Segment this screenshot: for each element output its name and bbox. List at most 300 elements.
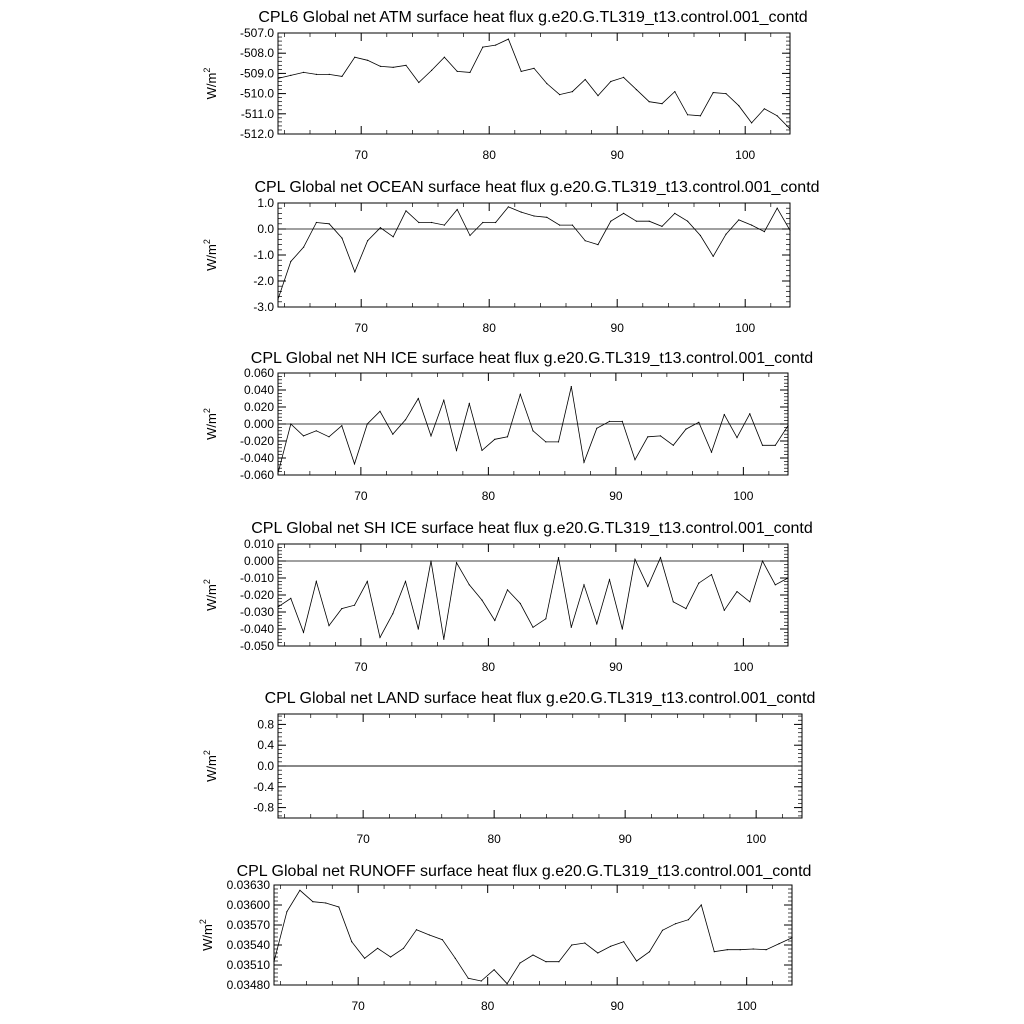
- y-axis-label-text: W/m: [204, 72, 219, 100]
- data-point: [571, 944, 572, 945]
- data-point: [636, 960, 637, 961]
- x-tick-label: 90: [618, 832, 632, 846]
- y-tick-label: 0.0: [257, 759, 274, 773]
- y-axis-label-superscript: 2: [202, 67, 212, 73]
- data-point: [273, 961, 274, 962]
- data-point: [622, 628, 623, 629]
- y-tick-label: 0.03540: [226, 938, 270, 952]
- y-tick-label: -0.030: [239, 605, 274, 619]
- data-point: [290, 75, 291, 76]
- data-point: [431, 222, 432, 223]
- y-axis-label-superscript: 2: [202, 579, 212, 585]
- data-point: [749, 601, 750, 602]
- y-axis-label: [198, 919, 215, 951]
- x-tick-label: 80: [481, 660, 496, 674]
- data-point: [700, 115, 701, 116]
- y-tick-label: -511.0: [240, 106, 274, 121]
- y-tick-label: 0.03480: [226, 978, 270, 992]
- data-point: [584, 942, 585, 943]
- x-tick-label: 70: [354, 660, 368, 674]
- x-tick-label: 70: [354, 148, 368, 162]
- data-point: [738, 219, 739, 220]
- data-point: [777, 115, 778, 116]
- data-point: [312, 901, 313, 902]
- data-point: [688, 919, 689, 920]
- chart-title: CPL Global net SH ICE surface heat flux g.e20.G.TL319_t13.control.001_contd: [251, 520, 813, 537]
- data-point: [416, 929, 417, 930]
- x-tick-label: 100: [736, 999, 757, 1013]
- data-point: [724, 610, 725, 611]
- data-point: [316, 74, 317, 75]
- data-point: [572, 91, 573, 92]
- series-line: [278, 207, 790, 299]
- y-axis-label: [202, 239, 219, 271]
- x-tick-label: 80: [487, 832, 501, 846]
- data-point: [277, 78, 278, 79]
- y-tick-label: -0.060: [239, 468, 274, 482]
- data-point: [393, 236, 394, 237]
- x-tick-label: 90: [610, 999, 624, 1013]
- data-point: [789, 230, 790, 231]
- data-point: [405, 210, 406, 211]
- y-axis-label-superscript: 2: [202, 239, 212, 245]
- y-tick-label: -0.050: [239, 639, 274, 653]
- y-tick-label: 0.010: [243, 537, 274, 551]
- data-point: [572, 225, 573, 226]
- data-point: [367, 240, 368, 241]
- data-point: [303, 247, 304, 248]
- y-tick-label: 0.03510: [226, 958, 270, 972]
- x-tick-label: 100: [746, 832, 767, 846]
- data-point: [341, 608, 342, 609]
- data-point: [277, 299, 278, 300]
- y-axis-label-text: W/m: [204, 584, 219, 611]
- data-point: [532, 954, 533, 955]
- y-tick-label: -3.0: [253, 300, 274, 314]
- y-axis-label-superscript: 2: [202, 750, 212, 756]
- x-tick-label: 80: [481, 489, 496, 503]
- data-point: [724, 414, 725, 415]
- data-point: [749, 413, 750, 414]
- y-tick-label: -0.010: [239, 571, 274, 585]
- data-point: [456, 562, 457, 563]
- data-point: [660, 435, 661, 436]
- data-point: [468, 978, 469, 979]
- data-point: [328, 625, 329, 626]
- y-tick-label: -507.0: [239, 26, 274, 40]
- chart-panel-6: [198, 863, 811, 1013]
- data-point: [738, 105, 739, 106]
- data-point: [379, 637, 380, 638]
- data-point: [341, 238, 342, 239]
- x-tick-label: 90: [610, 148, 624, 162]
- x-tick-label: 80: [480, 999, 495, 1013]
- data-point: [351, 941, 352, 942]
- y-axis-label-text: W/m: [204, 244, 219, 271]
- data-point: [354, 57, 355, 58]
- data-point: [455, 958, 456, 959]
- x-tick-label: 100: [733, 489, 754, 503]
- data-point: [457, 71, 458, 72]
- data-point: [329, 74, 330, 75]
- data-point: [316, 430, 317, 431]
- data-point: [418, 222, 419, 223]
- data-point: [338, 906, 339, 907]
- data-point: [558, 961, 559, 962]
- x-tick-label: 70: [356, 832, 370, 846]
- y-axis-label: [202, 750, 219, 782]
- x-tick-label: 100: [733, 660, 754, 674]
- data-point: [698, 422, 699, 423]
- data-point: [533, 215, 534, 216]
- data-point: [481, 980, 482, 981]
- data-point: [456, 450, 457, 451]
- data-point: [801, 765, 802, 766]
- data-point: [507, 983, 508, 984]
- data-point: [469, 235, 470, 236]
- y-axis-label: [202, 408, 219, 440]
- data-point: [469, 584, 470, 585]
- data-point: [636, 89, 637, 90]
- data-point: [403, 948, 404, 949]
- data-point: [494, 439, 495, 440]
- y-axis-label: [202, 68, 219, 100]
- y-tick-label: -512.0: [239, 127, 274, 141]
- data-point: [354, 463, 355, 464]
- data-point: [303, 435, 304, 436]
- data-point: [418, 398, 419, 399]
- y-tick-label: -2.0: [253, 274, 274, 288]
- data-point: [290, 598, 291, 599]
- y-tick-label: 0.000: [243, 554, 274, 568]
- data-point: [789, 128, 790, 129]
- chart-title: CPL Global net OCEAN surface heat flux g.e20.G.TL319_t13.control.001_contd: [254, 179, 820, 196]
- data-point: [558, 557, 559, 558]
- y-tick-label: 0.03630: [226, 878, 270, 892]
- data-point: [430, 435, 431, 436]
- data-point: [647, 586, 648, 587]
- data-point: [766, 949, 767, 950]
- data-point: [354, 605, 355, 606]
- data-point: [507, 436, 508, 437]
- x-tick-label: 70: [351, 999, 365, 1013]
- data-point: [727, 949, 728, 950]
- data-point: [429, 934, 430, 935]
- data-point: [494, 620, 495, 621]
- data-point: [649, 101, 650, 102]
- y-axis-label-text: W/m: [204, 413, 219, 440]
- data-point: [597, 244, 598, 245]
- data-point: [444, 57, 445, 58]
- x-tick-label: 70: [354, 489, 368, 503]
- data-point: [367, 60, 368, 61]
- data-point: [521, 71, 522, 72]
- data-point: [469, 403, 470, 404]
- chart-title: CPL Global net NH ICE surface heat flux g.e20.G.TL319_t13.control.001_contd: [250, 350, 814, 367]
- data-point: [698, 583, 699, 584]
- data-point: [430, 560, 431, 561]
- x-tick-label: 90: [609, 489, 623, 503]
- data-point: [277, 473, 278, 474]
- data-point: [482, 222, 483, 223]
- y-tick-label: 0.03600: [226, 898, 270, 912]
- chart-panel-4: [202, 520, 813, 674]
- data-point: [674, 91, 675, 92]
- data-point: [687, 114, 688, 115]
- data-point: [405, 419, 406, 420]
- data-point: [610, 81, 611, 82]
- data-point: [444, 225, 445, 226]
- data-point: [405, 65, 406, 66]
- chart-panel-2: [202, 179, 820, 335]
- data-point: [736, 591, 737, 592]
- data-point: [354, 271, 355, 272]
- data-point: [405, 581, 406, 582]
- data-point: [341, 425, 342, 426]
- x-tick-label: 100: [735, 321, 756, 335]
- data-point: [674, 213, 675, 214]
- y-axis-label-superscript: 2: [202, 408, 212, 414]
- data-point: [775, 584, 776, 585]
- data-point: [495, 222, 496, 223]
- data-point: [508, 39, 509, 40]
- data-point: [596, 428, 597, 429]
- data-point: [713, 92, 714, 93]
- chart-title: CPL Global net RUNOFF surface heat flux g.e20.G.TL319_t13.control.001_contd: [236, 863, 812, 880]
- data-point: [532, 430, 533, 431]
- data-point: [636, 221, 637, 222]
- data-point: [685, 608, 686, 609]
- data-point: [701, 904, 702, 905]
- data-point: [316, 581, 317, 582]
- data-point: [634, 559, 635, 560]
- data-point: [329, 223, 330, 224]
- data-point: [775, 445, 776, 446]
- data-point: [649, 951, 650, 952]
- data-point: [571, 386, 572, 387]
- chart-panel-5: [202, 690, 815, 846]
- data-point: [725, 93, 726, 94]
- y-tick-label: 1.0: [257, 196, 274, 210]
- data-point: [303, 632, 304, 633]
- data-point: [736, 437, 737, 438]
- data-point: [380, 227, 381, 228]
- data-point: [367, 581, 368, 582]
- data-point: [661, 103, 662, 104]
- data-point: [559, 225, 560, 226]
- y-tick-label: -0.8: [253, 800, 274, 815]
- x-tick-label: 90: [609, 660, 623, 674]
- y-tick-label: 0.000: [243, 417, 274, 431]
- data-point: [377, 948, 378, 949]
- chart-title: CPL6 Global net ATM surface heat flux g.e20.G.TL319_t13.control.001_contd: [258, 9, 808, 26]
- y-tick-label: 0.4: [257, 738, 274, 753]
- data-point: [290, 261, 291, 262]
- y-tick-label: 0.0: [257, 222, 274, 236]
- data-point: [532, 627, 533, 628]
- data-point: [367, 423, 368, 424]
- y-tick-label: -0.020: [239, 434, 274, 448]
- data-point: [277, 606, 278, 607]
- y-tick-label: 0.8: [257, 717, 274, 732]
- data-point: [647, 436, 648, 437]
- data-point: [494, 969, 495, 970]
- chart-panel-1: [202, 9, 808, 162]
- y-tick-label: 0.03570: [226, 918, 270, 932]
- data-point: [661, 226, 662, 227]
- data-point: [623, 213, 624, 214]
- data-point: [392, 434, 393, 435]
- data-point: [533, 68, 534, 69]
- data-point: [418, 82, 419, 83]
- y-tick-label: 0.060: [243, 366, 274, 380]
- data-point: [364, 958, 365, 959]
- plot-frame: [278, 203, 790, 307]
- data-point: [583, 462, 584, 463]
- data-point: [700, 235, 701, 236]
- data-point: [764, 108, 765, 109]
- data-point: [623, 77, 624, 78]
- data-point: [379, 411, 380, 412]
- data-point: [558, 441, 559, 442]
- y-tick-label: 0.020: [243, 400, 274, 414]
- data-point: [290, 423, 291, 424]
- y-tick-label: 0.040: [243, 383, 274, 397]
- data-point: [662, 930, 663, 931]
- data-point: [392, 613, 393, 614]
- data-point: [316, 222, 317, 223]
- data-point: [393, 67, 394, 68]
- data-point: [380, 66, 381, 67]
- chart-panel-3: [202, 350, 813, 503]
- data-point: [286, 911, 287, 912]
- data-point: [443, 639, 444, 640]
- plot-frame: [274, 885, 792, 985]
- data-point: [725, 234, 726, 235]
- data-point: [597, 95, 598, 96]
- series-line: [278, 39, 790, 129]
- data-point: [571, 627, 572, 628]
- data-point: [495, 45, 496, 46]
- data-point: [390, 956, 391, 957]
- data-point: [507, 589, 508, 590]
- data-point: [711, 452, 712, 453]
- series-line: [274, 890, 792, 983]
- data-point: [649, 221, 650, 222]
- data-point: [777, 208, 778, 209]
- y-tick-label: -0.040: [239, 622, 274, 636]
- x-tick-label: 100: [735, 148, 756, 162]
- data-point: [328, 436, 329, 437]
- data-point: [545, 441, 546, 442]
- x-tick-label: 80: [482, 321, 496, 335]
- data-point: [508, 206, 509, 207]
- data-point: [520, 394, 521, 395]
- data-point: [442, 939, 443, 940]
- chart-title: CPL Global net LAND surface heat flux g.e20.G.TL319_t13.control.001_contd: [264, 690, 816, 707]
- data-point: [713, 256, 714, 257]
- data-point: [303, 72, 304, 73]
- data-point: [585, 240, 586, 241]
- data-point: [299, 890, 300, 891]
- data-point: [675, 923, 676, 924]
- data-point: [521, 212, 522, 213]
- data-point: [685, 429, 686, 430]
- data-point: [545, 961, 546, 962]
- data-point: [443, 400, 444, 401]
- plot-frame: [278, 33, 790, 134]
- y-axis-label-text: W/m: [204, 755, 219, 782]
- data-point: [418, 628, 419, 629]
- data-point: [610, 946, 611, 947]
- plot-frame: [278, 544, 788, 646]
- data-point: [634, 459, 635, 460]
- data-point: [778, 943, 779, 944]
- x-tick-label: 90: [610, 321, 624, 335]
- series-line: [278, 387, 788, 474]
- data-point: [585, 79, 586, 80]
- data-point: [519, 962, 520, 963]
- data-point: [673, 445, 674, 446]
- data-point: [764, 231, 765, 232]
- data-point: [597, 952, 598, 953]
- data-point: [740, 949, 741, 950]
- data-point: [751, 225, 752, 226]
- data-point: [481, 600, 482, 601]
- x-tick-label: 80: [482, 148, 496, 162]
- data-point: [791, 937, 792, 938]
- y-tick-label: -510.0: [239, 86, 274, 101]
- data-point: [762, 445, 763, 446]
- data-point: [277, 765, 278, 766]
- data-point: [482, 47, 483, 48]
- data-point: [325, 902, 326, 903]
- y-axis-label: [202, 579, 219, 611]
- y-tick-label: -0.040: [239, 451, 274, 465]
- y-tick-label: -1.0: [253, 248, 274, 262]
- y-axis-label-superscript: 2: [198, 919, 208, 925]
- data-point: [622, 421, 623, 422]
- data-point: [596, 623, 597, 624]
- data-point: [787, 577, 788, 578]
- data-point: [545, 618, 546, 619]
- data-point: [431, 70, 432, 71]
- data-point: [520, 603, 521, 604]
- data-point: [714, 951, 715, 952]
- data-point: [583, 584, 584, 585]
- data-point: [660, 557, 661, 558]
- data-point: [753, 948, 754, 949]
- data-point: [559, 94, 560, 95]
- data-point: [546, 217, 547, 218]
- data-point: [341, 76, 342, 77]
- data-point: [609, 421, 610, 422]
- data-point: [609, 579, 610, 580]
- data-point: [623, 941, 624, 942]
- x-tick-label: 70: [354, 321, 368, 335]
- data-point: [673, 601, 674, 602]
- y-tick-label: -509.0: [239, 66, 274, 81]
- data-point: [610, 221, 611, 222]
- data-point: [457, 209, 458, 210]
- y-axis-label-text: W/m: [200, 924, 215, 951]
- data-point: [481, 450, 482, 451]
- data-point: [787, 425, 788, 426]
- y-tick-label: -508.0: [239, 46, 274, 61]
- data-point: [711, 574, 712, 575]
- data-point: [546, 83, 547, 84]
- data-point: [751, 122, 752, 123]
